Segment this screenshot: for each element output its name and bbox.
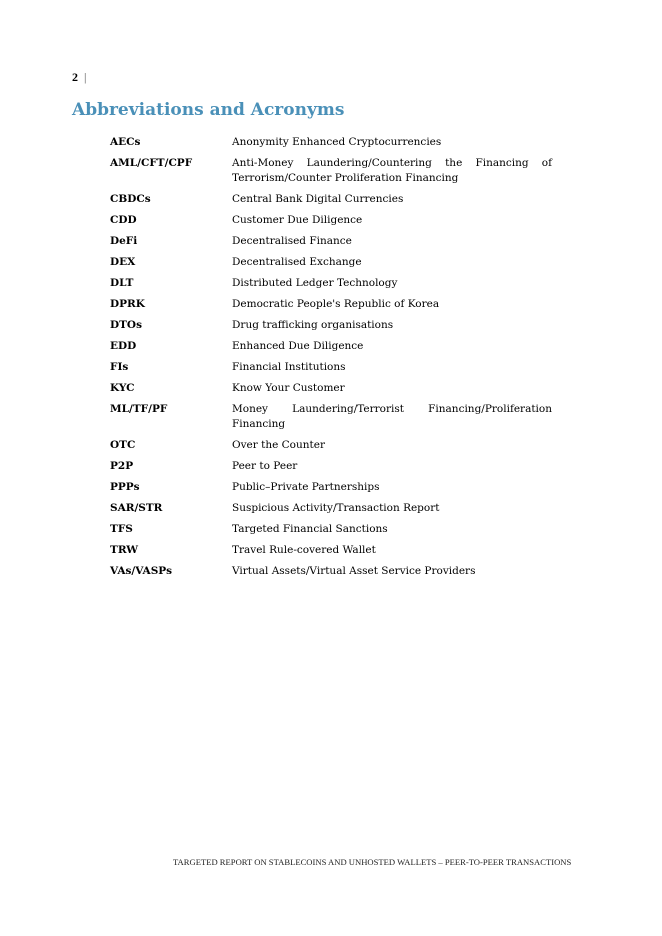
abbreviation-term: DEX <box>110 256 136 268</box>
abbreviation-row <box>110 276 552 291</box>
abbreviation-row <box>110 438 552 453</box>
abbreviation-definition: Anti-Money Laundering/Countering the Financing of Terrorism/Counter Proliferation Financing <box>232 157 552 184</box>
abbreviation-definition: Customer Due Diligence <box>232 214 363 226</box>
abbreviation-definition: Central Bank Digital Currencies <box>232 193 404 205</box>
abbreviation-term: TFS <box>110 523 133 535</box>
abbreviation-definition: Public–Private Partnerships <box>232 481 380 493</box>
abbreviation-definition: Know Your Customer <box>232 382 345 394</box>
page-number <box>72 70 86 85</box>
abbreviation-definition: Suspicious Activity/Transaction Report <box>232 502 440 514</box>
abbreviation-row <box>110 459 552 474</box>
page-footer: TARGETED REPORT ON STABLECOINS AND UNHOSTED WALLETS – PEER-TO-PEER TRANSACTIONS <box>173 857 572 867</box>
abbreviation-term: DTOs <box>110 319 142 331</box>
abbreviation-row <box>110 339 552 354</box>
abbreviation-definition: Democratic People's Republic of Korea <box>232 298 440 310</box>
abbreviation-row <box>110 360 552 375</box>
abbreviation-definition: Peer to Peer <box>232 460 298 472</box>
abbreviation-row <box>110 135 552 150</box>
abbreviation-term: AML/CFT/CPF <box>110 157 193 169</box>
abbreviation-term: FIs <box>110 361 129 373</box>
abbreviation-term: P2P <box>110 460 134 472</box>
abbreviation-definition: Travel Rule-covered Wallet <box>232 544 376 556</box>
abbreviation-definition: Distributed Ledger Technology <box>232 277 398 289</box>
abbreviation-row <box>110 402 552 432</box>
abbreviation-term: TRW <box>110 544 139 556</box>
abbreviation-term: OTC <box>110 439 136 451</box>
abbreviation-term: SAR/STR <box>110 502 163 514</box>
section-heading: Abbreviations and Acronyms <box>72 100 345 120</box>
abbreviation-definition: Drug trafficking organisations <box>232 319 394 331</box>
abbreviation-row <box>110 213 552 228</box>
abbreviation-definition: Anonymity Enhanced Cryptocurrencies <box>232 136 442 148</box>
abbreviation-term: KYC <box>110 382 135 394</box>
abbreviation-term: CDD <box>110 214 137 226</box>
abbreviation-row <box>110 156 552 186</box>
abbreviation-row <box>110 318 552 333</box>
abbreviation-term: EDD <box>110 340 137 352</box>
abbreviation-definition: Decentralised Finance <box>232 235 352 247</box>
abbreviation-row <box>110 297 552 312</box>
abbreviation-row <box>110 480 552 495</box>
abbreviation-term: DLT <box>110 277 134 289</box>
abbreviation-row <box>110 543 552 558</box>
abbreviation-definition: Decentralised Exchange <box>232 256 362 268</box>
abbreviation-definition: Over the Counter <box>232 439 325 451</box>
page-number-value: 2 <box>72 70 78 84</box>
abbreviation-definition: Enhanced Due Diligence <box>232 340 364 352</box>
abbreviation-term: DeFi <box>110 235 138 247</box>
abbreviation-definition: Financial Institutions <box>232 361 346 373</box>
abbreviation-term: VAs/VASPs <box>110 565 173 577</box>
abbreviation-row <box>110 192 552 207</box>
abbreviation-definition: Virtual Assets/Virtual Asset Service Providers <box>232 565 476 577</box>
abbreviation-term: AECs <box>110 136 141 148</box>
abbreviation-row <box>110 501 552 516</box>
abbreviation-term: CBDCs <box>110 193 151 205</box>
abbreviations-table <box>110 135 552 585</box>
page-number-separator: | <box>84 70 87 84</box>
abbreviation-row <box>110 522 552 537</box>
abbreviation-term: DPRK <box>110 298 145 310</box>
abbreviation-row <box>110 564 552 579</box>
abbreviation-row <box>110 381 552 396</box>
abbreviation-term: PPPs <box>110 481 140 493</box>
abbreviation-row <box>110 234 552 249</box>
abbreviation-row <box>110 255 552 270</box>
abbreviation-term: ML/TF/PF <box>110 403 168 415</box>
abbreviation-definition: Targeted Financial Sanctions <box>232 523 388 535</box>
abbreviation-definition: Money Laundering/Terrorist Financing/Proliferation Financing <box>232 403 552 430</box>
